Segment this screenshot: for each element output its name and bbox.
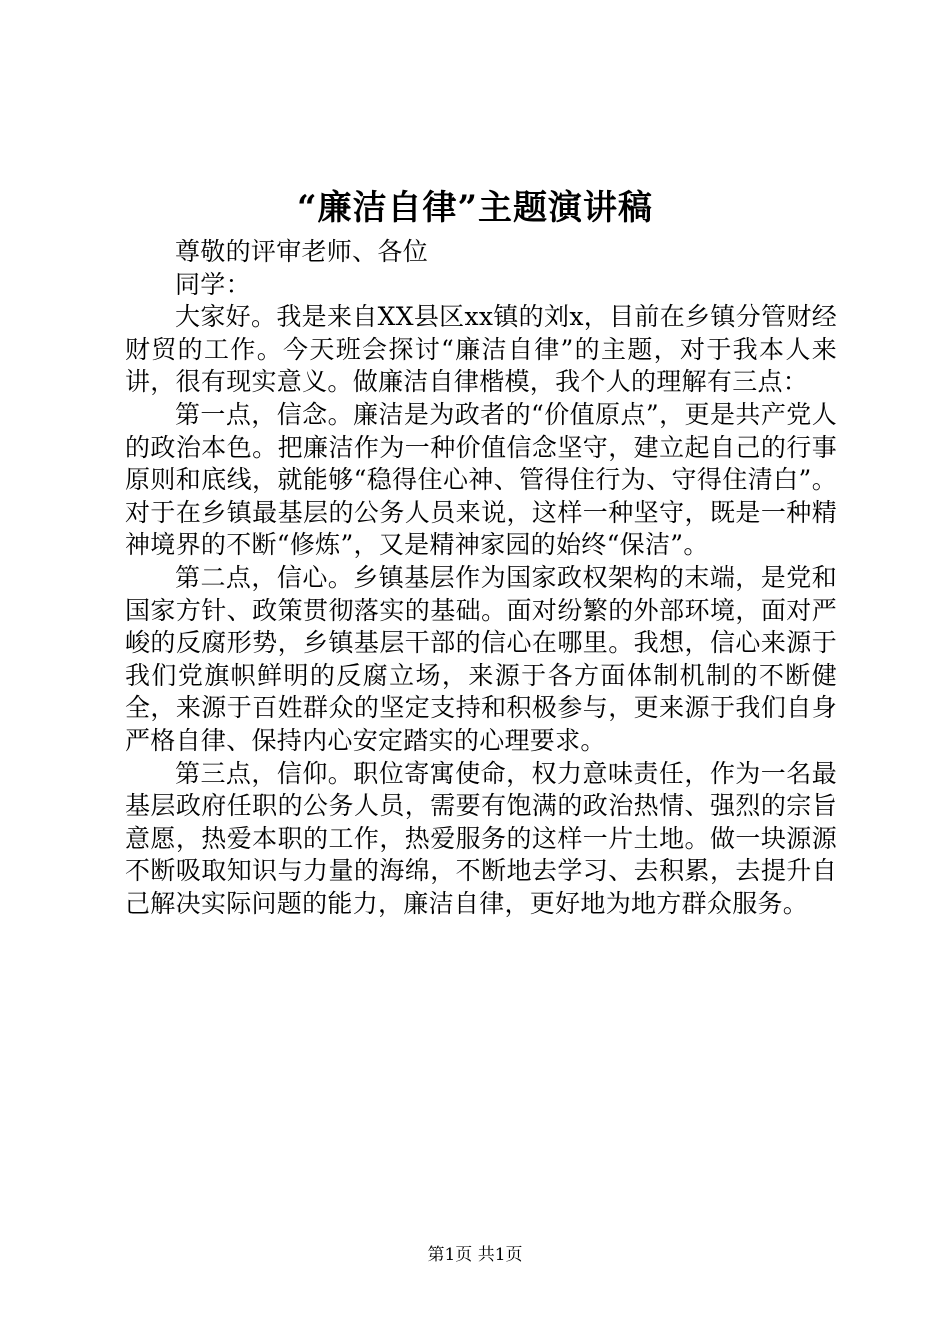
paragraph-salutation-1: 尊敬的评审老师、各位 — [175, 237, 429, 266]
paragraph-point-2: 第二点，信心。乡镇基层作为国家政权架构的末端，是党和国家方针、政策贯彻落实的基础。面对纷繁的外部环境，面对严峻的反腐形势，乡镇基层干部的信心在哪里。我想，信心来源于我们党旗帜鲜明的反腐立场，来源于各方面体制机制的不断健全，来源于百姓群众的坚定支持和积极参与，更来源于我们自身严格自律、保持内心安定踏实的心理要求。 — [125, 562, 837, 755]
paragraph-intro: 大家好。我是来自XX县区xx镇的刘x，目前在乡镇分管财经财贸的工作。今天班会探讨“廉洁自律”的主题，对于我本人来讲，很有现实意义。做廉洁自律楷模，我个人的理解有三点： — [125, 302, 837, 397]
page-footer: 第1页 共1页 — [427, 1245, 523, 1265]
paragraph-point-3: 第三点，信仰。职位寄寓使命，权力意味责任，作为一名最基层政府任职的公务人员，需要有饱满的政治热情、强烈的宗旨意愿，热爱本职的工作，热爱服务的这样一片土地。做一块源源不断吸取知识与力量的海绵，不断地去学习、去积累，去提升自己解决实际问题的能力，廉洁自律，更好地为地方群众服务。 — [125, 758, 837, 918]
paragraph-salutation-2: 同学： — [175, 269, 251, 299]
paragraph-point-1: 第一点，信念。廉洁是为政者的“价值原点”，更是共产党人的政治本色。把廉洁作为一种价值信念坚守，建立起自己的行事原则和底线，就能够“稳得住心神、管得住行为、守得住清白”。对于在乡镇最基层的公务人员来说，这样一种坚守，既是一种精神境界的不断“修炼”，又是精神家园的始终“保洁”。 — [125, 399, 837, 560]
document-title: “廉洁自律”主题演讲稿 — [296, 188, 654, 228]
document-body — [125, 236, 837, 920]
